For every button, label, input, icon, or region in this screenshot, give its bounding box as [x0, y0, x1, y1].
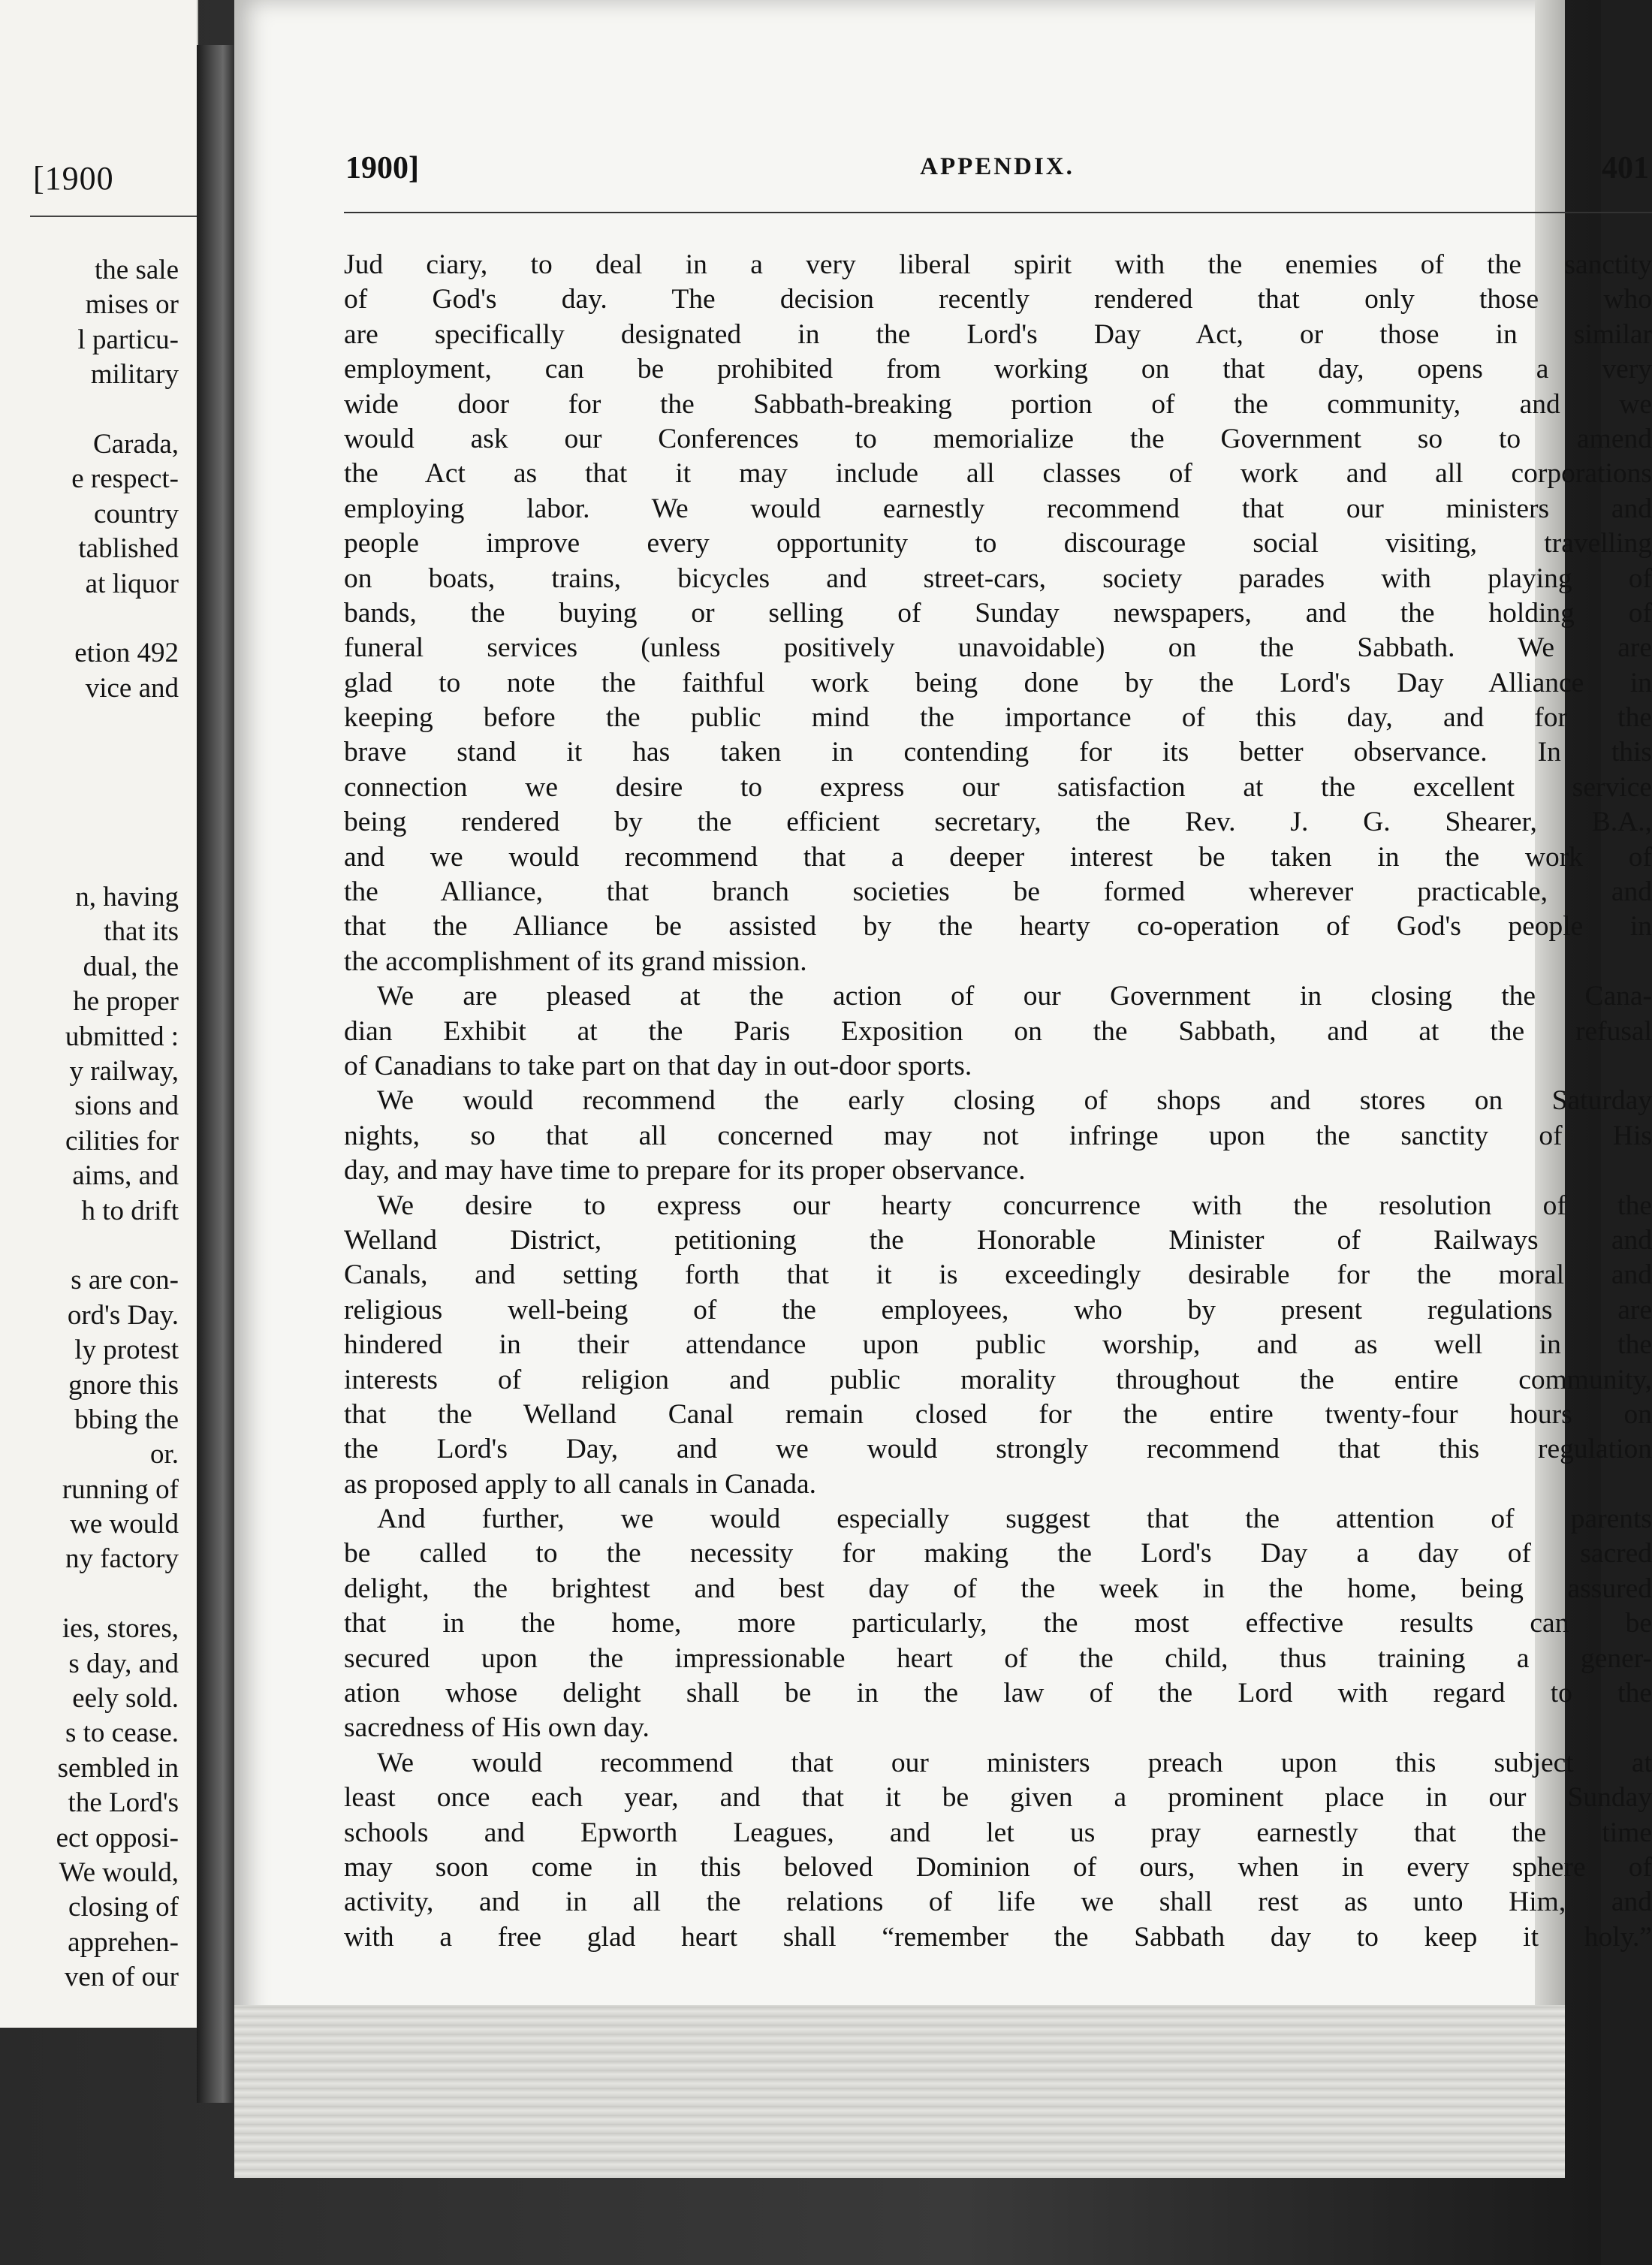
- text-line: would ask our Conferences to memorialize the Government so to amend: [344, 423, 1652, 454]
- left-page-line: military: [90, 359, 179, 391]
- left-page-line: ny factory: [65, 1543, 179, 1575]
- body-text: [344, 248, 1652, 1955]
- left-page-line: [0, 706, 179, 740]
- left-page-line: aims, and: [72, 1160, 179, 1192]
- text-line: of Canadians to take part on that day in out-door sports.: [344, 1050, 972, 1081]
- left-page-line: e respect-: [71, 463, 179, 495]
- header-title: APPENDIX.: [920, 153, 1075, 180]
- left-page-line: [0, 602, 179, 636]
- left-page-line: closing of: [68, 1892, 179, 1923]
- text-line: the accomplishment of its grand mission.: [344, 946, 807, 977]
- text-line: people improve every opportunity to discourage social visiting, travelling: [344, 528, 1652, 559]
- text-line: that the Alliance be assisted by the hearty co-operation of God's people in: [344, 911, 1652, 942]
- book-binding-gutter: [197, 45, 234, 2103]
- left-page-line: ubmitted :: [65, 1021, 179, 1052]
- left-page-line: etion 492: [74, 638, 179, 669]
- left-page-line: bbing the: [74, 1404, 179, 1435]
- left-page-line: at liquor: [85, 568, 179, 599]
- left-page-line: the sale: [95, 255, 179, 285]
- left-page-line: l particu-: [77, 324, 179, 355]
- left-page-line: s to cease.: [65, 1718, 179, 1749]
- text-line: the Alliance, that branch societies be formed wherever practicable, and: [344, 876, 1652, 908]
- text-line: funeral services (unless positively unavoidable) on the Sabbath. We are: [344, 632, 1652, 664]
- text-line: schools and Epworth Leagues, and let us pray earnestly that the time: [344, 1817, 1652, 1848]
- left-page-line: ect opposi-: [56, 1822, 179, 1853]
- text-line: brave stand it has taken in contending for its better observance. In this: [344, 737, 1652, 768]
- text-line: and we would recommend that a deeper interest be taken in the work of: [344, 841, 1652, 873]
- left-page-line: running of: [62, 1473, 179, 1505]
- text-line: We are pleased at the action of our Government in closing the Cana-: [377, 981, 1652, 1012]
- page-number: 401: [1602, 151, 1649, 185]
- left-page-line: ies, stores,: [62, 1613, 179, 1645]
- text-line: as proposed apply to all canals in Canada.: [344, 1468, 816, 1500]
- running-header: [345, 150, 1649, 203]
- text-line: keeping before the public mind the importance of this day, and for the: [344, 702, 1652, 734]
- left-page-line: gnore this: [68, 1369, 179, 1401]
- left-page-line: the Lord's: [68, 1787, 179, 1819]
- main-page: [234, 0, 1652, 2178]
- text-line: religious well-being of the employees, who by present regulations are: [344, 1294, 1652, 1326]
- text-line: may soon come in this beloved Dominion of ours, when in every sphere of: [344, 1851, 1652, 1883]
- text-line: connection we desire to express our satisfaction at the excellent service: [344, 771, 1652, 803]
- left-page-line: cilities for: [65, 1125, 179, 1157]
- left-page: [0, 0, 198, 2028]
- text-line: being rendered by the efficient secretary, the Rev. J. G. Shearer, B.A.,: [344, 807, 1652, 838]
- text-line: We desire to express our hearty concurrence with the resolution of the: [377, 1190, 1652, 1221]
- left-page-line: we would: [70, 1509, 179, 1540]
- text-line: be called to the necessity for making the Lord's Day a day of sacred: [344, 1538, 1652, 1570]
- text-line: And further, we would especially suggest that the attention of parents: [377, 1503, 1652, 1535]
- text-line: secured upon the impressionable heart of the child, thus training a gener-: [344, 1642, 1652, 1674]
- header-year: 1900]: [345, 151, 419, 185]
- text-line: Welland District, petitioning the Honorable Minister of Railways and: [344, 1224, 1652, 1256]
- left-page-line: ord's Day.: [67, 1299, 179, 1331]
- left-page-line: [0, 810, 179, 845]
- left-page-line: apprehen-: [68, 1926, 179, 1958]
- left-page-line: [0, 776, 179, 810]
- left-page-line: [0, 740, 179, 775]
- left-page-line: ven of our: [64, 1962, 179, 1993]
- left-page-line: [0, 393, 179, 427]
- left-page-line: We would,: [59, 1856, 179, 1888]
- text-line: are specifically designated in the Lord's Day Act, or those in similar: [344, 318, 1652, 350]
- text-line: glad to note the faithful work being done by the Lord's Day Alliance in: [344, 667, 1652, 698]
- text-line: delight, the brightest and best day of the week in the home, being assured: [344, 1573, 1652, 1604]
- left-page-line: [0, 1577, 179, 1612]
- left-page-line: Carada,: [92, 428, 179, 460]
- left-page-header: [1900: [33, 160, 114, 197]
- left-page-line: he proper: [73, 986, 179, 1018]
- text-line: hindered in their attendance upon public worship, and as well in the: [344, 1329, 1652, 1361]
- left-page-line: [0, 846, 179, 880]
- text-line: interests of religion and public morality throughout the entire community,: [344, 1364, 1652, 1395]
- left-page-line: sions and: [74, 1090, 179, 1122]
- left-page-line: vice and: [85, 672, 179, 704]
- text-line: the Act as that it may include all classes of work and all corporations: [344, 458, 1652, 490]
- left-page-line: tablished: [78, 533, 179, 565]
- text-line: wide door for the Sabbath-breaking portion of the community, and we: [344, 388, 1652, 420]
- text-line: sacredness of His own day.: [344, 1712, 650, 1744]
- text-line: Jud ciary, to deal in a very liberal spirit with the enemies of the sanctity: [344, 249, 1652, 280]
- left-page-line: ly protest: [74, 1335, 179, 1366]
- text-line: employment, can be prohibited from working on that day, opens a very: [344, 354, 1652, 385]
- text-line: We would recommend the early closing of shops and stores on Saturday: [377, 1085, 1652, 1117]
- left-header-rule: [30, 216, 197, 217]
- text-line: employing labor. We would earnestly recommend that our ministers and: [344, 493, 1652, 524]
- text-line: Canals, and setting forth that it is exceedingly desirable for the moral and: [344, 1259, 1652, 1291]
- left-page-text: [0, 253, 179, 1995]
- text-line: that in the home, more particularly, the most effective results can be: [344, 1608, 1652, 1639]
- left-page-line: y railway,: [69, 1055, 179, 1087]
- text-line: on boats, trains, bicycles and street-cars, society parades with playing of: [344, 562, 1652, 594]
- text-line: the Lord's Day, and we would strongly recommend that this regulation: [344, 1434, 1652, 1465]
- text-line: day, and may have time to prepare for its proper observance.: [344, 1155, 1026, 1187]
- left-page-line: s are con-: [71, 1265, 179, 1296]
- text-line: least once each year, and that it be given a prominent place in our Sunday: [344, 1782, 1652, 1814]
- left-page-line: s day, and: [68, 1648, 179, 1679]
- text-line: ation whose delight shall be in the law of the Lord with regard to the: [344, 1678, 1652, 1709]
- left-page-line: sembled in: [57, 1752, 179, 1784]
- left-page-line: h to drift: [81, 1195, 179, 1226]
- left-page-line: or.: [149, 1439, 179, 1470]
- left-page-line: eely sold.: [72, 1683, 179, 1715]
- left-page-line: country: [93, 498, 179, 529]
- header-rule: [344, 212, 1652, 213]
- left-page-line: that its: [104, 916, 179, 948]
- left-page-line: [0, 1229, 179, 1263]
- left-page-line: dual, the: [83, 951, 179, 982]
- text-line: nights, so that all concerned may not infringe upon the sanctity of His: [344, 1120, 1652, 1151]
- text-line: activity, and in all the relations of life we shall rest as unto Him, and: [344, 1886, 1652, 1918]
- text-line: bands, the buying or selling of Sunday newspapers, and the holding of: [344, 597, 1652, 629]
- text-line: We would recommend that our ministers preach upon this subject at: [377, 1747, 1652, 1778]
- text-line: of God's day. The decision recently rendered that only those who: [344, 284, 1652, 315]
- left-page-line: n, having: [75, 882, 179, 913]
- page-edge-bottom: [234, 2005, 1565, 2178]
- left-page-line: mises or: [85, 289, 179, 321]
- text-line: dian Exhibit at the Paris Exposition on the Sabbath, and at the refusal: [344, 1015, 1652, 1047]
- text-line: with a free glad heart shall “remember the Sabbath day to keep it holy.”: [344, 1921, 1652, 1953]
- text-line: that the Welland Canal remain closed for the entire twenty-four hours on: [344, 1398, 1652, 1430]
